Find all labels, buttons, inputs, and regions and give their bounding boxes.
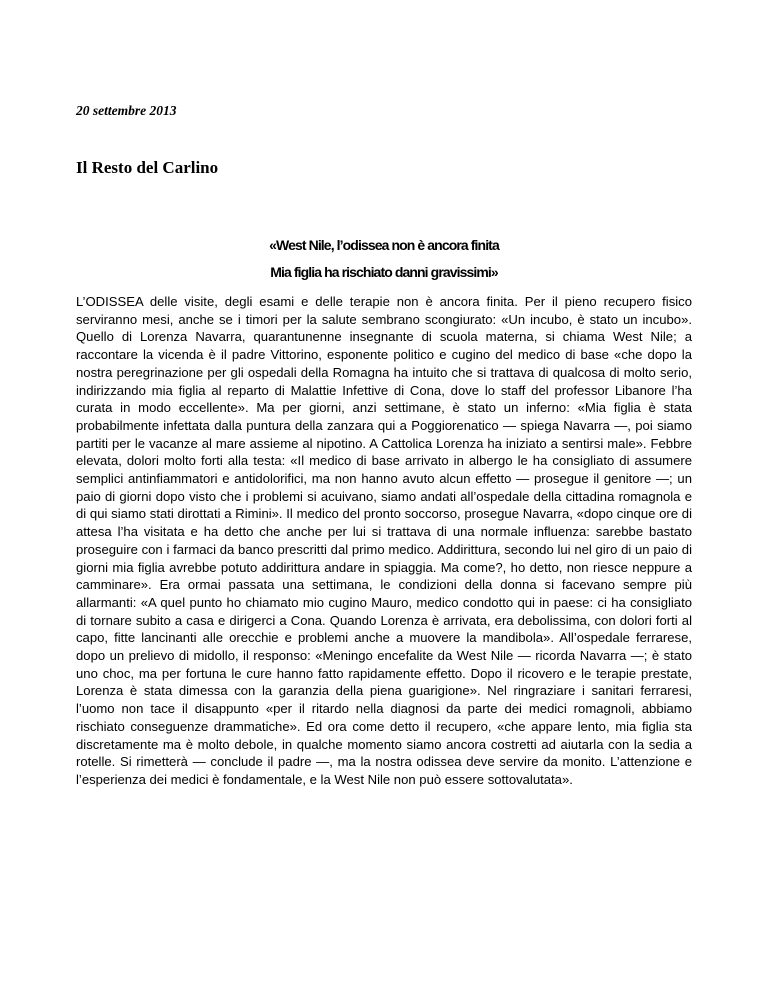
newspaper-name: Il Resto del Carlino (76, 158, 219, 177)
headline-line-2: Mia figlia ha rischiato danni gravissimi» (270, 264, 498, 280)
article-date: 20 settembre 2013 (76, 103, 177, 118)
article-body: L’ODISSEA delle visite, degli esami e delle terapie non è ancora finita. Per il pieno recupero fisico serviranno mesi, anche se i timori per la salute sembrano scongiurato: «Un incubo, è stato un incubo». Quello di Lorenza Navarra, quarantunenne insegnante di scuola materna, si chiama West Nile; a raccontare la vicenda è il padre Vittorino, esponente politico e cugino del medico di base «che dopo la nostra peregrinazione per gli ospedali della Romagna ha intuito che si trattava di qualcosa di molto serio, indirizzando mia figlia al reparto di Malattie Infettive di Cona, dove lo staff del professor Libanore l’ha curata in modo eccellente». Ma per giorni, anzi settimane, è stato un inferno: «Mia figlia è stata probabilmente infettata dalla puntura della zanzara qui a Poggiorenatico — spiega Navarra —, poi siamo partiti per le vacanze al mare assieme al nipotino. A Cattolica Lorenza ha iniziato a sentirsi male». Febbre elevata, dolori molto forti alla testa: «Il medico di base arrivato in albergo le ha consigliato di assumere semplici antinfiammatori e antidolorifici, ma non hanno avuto alcun effetto — prosegue il genitore —; un paio di giorni dopo visto che i problemi si acuivano, siamo andati all’ospedale della cittadina romagnola e di qui siamo stati dirottati a Rimini». Il medico del pronto soccorso, prosegue Navarra, «dopo cinque ore di attesa l’ha visitata e ha detto che anche per lui si trattava di una normale influenza: sarebbe bastato proseguire con i farmaci da banco prescritti dal primo medico. Addirittura, secondo lui nel giro di un paio di giorni mia figlia avrebbe potuto addirittura andare in spiaggia. Ma come?, ho detto, non riesce neppure a camminare». Era ormai passata una settimana, le condizioni della donna si facevano sempre più allarmanti: «A quel punto ho chiamato mio cugino Mauro, medico condotto qui in paese: ci ha consigliato di tornare subito a casa e dirigerci a Cona. Quando Lorenza è arrivata, era debolissima, con dolori forti al capo, fitte lancinanti alle orecchie e problemi anche a muovere la mandibola». All’ospedale ferrarese, dopo un prelievo di midollo, il responso: «Meningo encefalite da West Nile — ricorda Navarra —; è stato uno choc, ma per fortuna le cure hanno fatto rapidamente effetto. Dopo il ricovero e le terapie prestate, Lorenza è stata dimessa con la garanzia della piena guarigione». Nel ringraziare i sanitari ferraresi, l’uomo non tace il disappunto «per il ritardo nella diagnosi da parte dei medici romagnoli, abbiamo rischiato conseguenze drammatiche». Ed ora come detto il recupero, «che appare lento, mia figlia sta discretamente ma è molto debole, in qualche momento siamo ancora costretti ad aiutarla con la sedia a rotelle. Si rimetterà — conclude il padre —, ma la nostra odissea deve servire da monito. L’attenzione e l’esperienza dei medici è fondamentale, e la West Nile non può essere sottovalutata». (76, 294, 692, 787)
headline-line-1: «West Nile, l’odissea non è ancora finita (269, 237, 499, 253)
